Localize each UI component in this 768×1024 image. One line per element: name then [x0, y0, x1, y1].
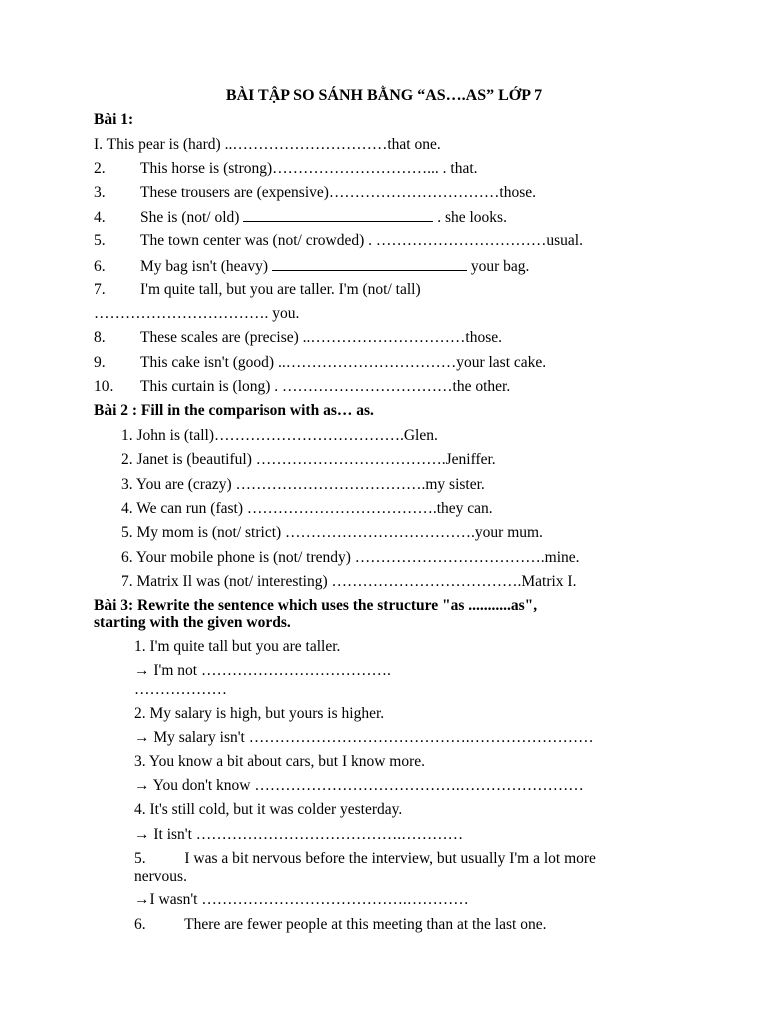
answer-blank[interactable] [272, 257, 467, 271]
item-number: 5. [94, 232, 106, 249]
item-text: This curtain is (long) . ……………………………the other. [140, 378, 511, 395]
item-number: 10. [94, 378, 114, 395]
bai2-item-2: 2. Janet is (beautiful) ……………………………….Jeniffer. [121, 451, 496, 468]
bai3-question-1: 1. I'm quite tall but you are taller. [134, 638, 341, 655]
item-number: I. [94, 136, 104, 153]
bai3-question-3: 3. You know a bit about cars, but I know more. [134, 753, 426, 770]
item-text: The town center was (not/ crowded) . ……………………………usual. [140, 232, 583, 249]
item-text-end: . she looks. [437, 209, 507, 226]
bai3-answer-5: →I wasn't ………………………………….………… [134, 891, 469, 908]
bai1-item-7 [94, 281, 421, 299]
item-number: 8. [94, 329, 106, 346]
bai1-item-2 [94, 160, 478, 178]
item-number: 4. [94, 209, 106, 226]
answer-blank[interactable] [243, 208, 433, 222]
item-number: 3. [94, 184, 106, 201]
bai2-heading: Bài 2 : Fill in the comparison with as… as. [94, 402, 374, 419]
item-number: 9. [94, 354, 106, 371]
bai3-answer-2: → My salary isn't …………………………………….…………………… [134, 729, 594, 746]
bai3-heading-continued: starting with the given words. [94, 614, 291, 631]
bai3-answer-1-continued: ……………… [134, 681, 227, 698]
bai3-heading: Bài 3: Rewrite the sentence which uses the structure "as ...........as", [94, 597, 538, 614]
item-text-end: your bag. [470, 258, 530, 275]
item-number: 7. [94, 281, 106, 298]
bai1-item-5 [94, 232, 583, 250]
bai2-item-5: 5. My mom is (not/ strict) ……………………………….your mum. [121, 524, 543, 541]
bai2-item-7: 7. Matrix Il was (not/ interesting) ……………………………….Matrix I. [121, 573, 577, 590]
item-text: These trousers are (expensive)……………………………those. [140, 184, 537, 201]
bai2-item-3: 3. You are (crazy) ……………………………….my sister. [121, 476, 485, 493]
bai1-item-6 [94, 257, 529, 276]
bai3-question-5: 5. I was a bit nervous before the interview, but usually I'm a lot more [134, 850, 596, 867]
bai1-item-10 [94, 378, 510, 396]
bai3-question-2: 2. My salary is high, but yours is higher. [134, 705, 385, 722]
item-text: This horse is (strong)…………………………... . that. [140, 160, 478, 177]
bai3-answer-1: → I'm not ………………………………. [134, 662, 391, 679]
item-text: These scales are (precise) ..…………………………those. [140, 329, 502, 346]
bai3-question-6: 6. There are fewer people at this meeting than at the last one. [134, 916, 547, 933]
item-text: I'm quite tall, but you are taller. I'm (not/ tall) [140, 281, 421, 298]
item-number: 6. [94, 258, 106, 275]
bai1-item-8 [94, 329, 502, 347]
bai1-heading: Bài 1: [94, 111, 134, 128]
item-text: This cake isn't (good) ..……………………………your last cake. [140, 354, 547, 371]
bai3-answer-3: → You don't know ………………………………….…………………… [134, 777, 584, 794]
bai3-question-4: 4. It's still cold, but it was colder yesterday. [134, 801, 403, 818]
bai1-item-3 [94, 184, 536, 202]
item-text: She is (not/ old) [140, 209, 240, 226]
bai3-answer-4: → It isn't ………………………………….………… [134, 826, 464, 843]
page-title: BÀI TẬP SO SÁNH BẰNG “AS….AS” LỚP 7 [225, 87, 543, 104]
bai2-item-6: 6. Your mobile phone is (not/ trendy) ……………………………….mine. [121, 549, 580, 566]
bai1-item-9 [94, 354, 546, 372]
item-text: This pear is (hard) ..…………………………that one. [106, 136, 441, 153]
bai3-question-5-continued: nervous. [134, 868, 187, 885]
bai1-item-1 [94, 136, 441, 154]
bai2-item-4: 4. We can run (fast) ……………………………….they can. [121, 500, 493, 517]
bai2-item-1: 1. John is (tall)……………………………….Glen. [121, 427, 438, 444]
bai1-item-7-continued: ……………………………. you. [94, 305, 300, 322]
item-number: 2. [94, 160, 106, 177]
item-text: My bag isn't (heavy) [140, 258, 269, 275]
bai1-item-4 [94, 208, 507, 227]
